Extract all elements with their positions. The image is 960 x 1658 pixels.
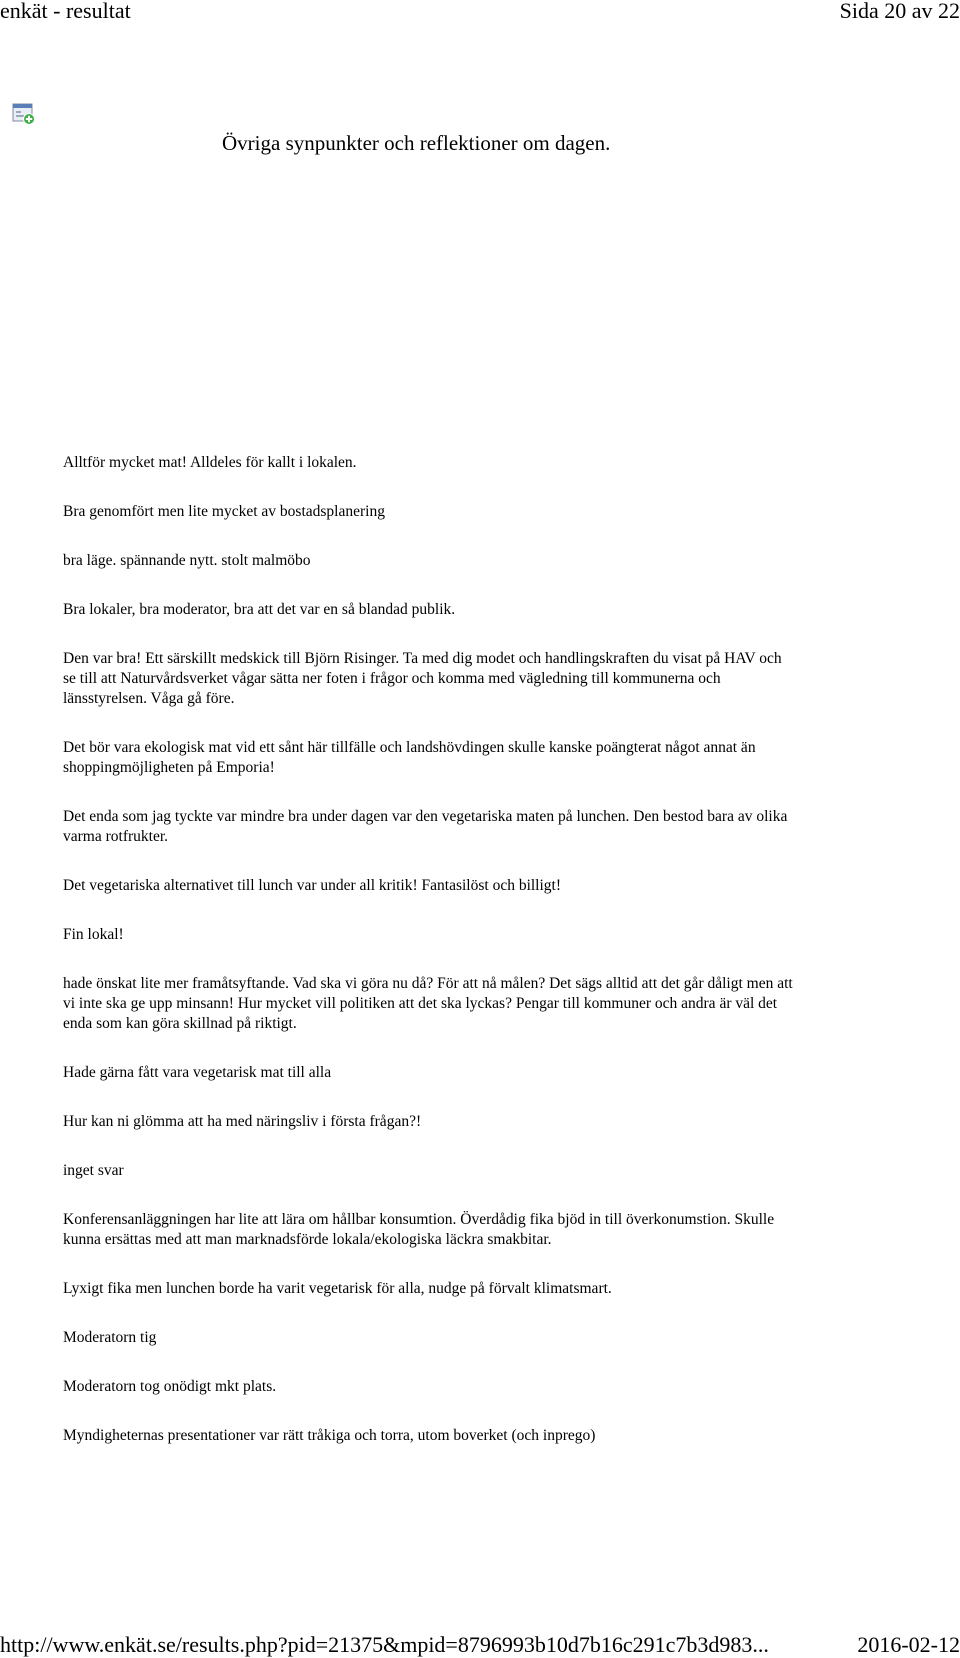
page-indicator: Sida 20 av 22 [839,0,960,23]
answer-item: Myndigheternas presentationer var rätt tråkiga och torra, utom boverket (och inprego) [63,1427,596,1444]
answer-item: Lyxigt fika men lunchen borde ha varit vegetarisk för alla, nudge på förvalt klimatsmart. [63,1280,612,1297]
answer-item: Bra lokaler, bra moderator, bra att det var en så blandad publik. [63,601,456,618]
chart-icon[interactable] [12,102,36,126]
answer-item: Moderatorn tog onödigt mkt plats. [63,1378,277,1395]
answer-item: Moderatorn tig [63,1329,157,1346]
answer-item: inget svar [63,1162,124,1179]
answer-item: Fin lokal! [63,926,124,943]
answer-item: Det vegetariska alternativet till lunch var under all kritik! Fantasilöst och billigt! [63,877,562,894]
answer-item: Den var bra! Ett särskillt medskick till Björn Risinger. Ta med dig modet och handlingskraften du visat på HAV och se till att Naturvårdsverket vågar sätta ner foten i frågor och komma med vägledning till kommunerna och länsstyrelsen. Våga gå före. [63,650,782,707]
question-title: Övriga synpunkter och reflektioner om dagen. [222,131,611,155]
answer-list [63,453,793,1475]
answer-item: bra läge. spännande nytt. stolt malmöbo [63,552,311,569]
document-title: enkät - resultat [0,0,131,23]
answer-item: hade önskat lite mer framåtsyftande. Vad ska vi göra nu då? För att nå målen? Det sägs alltid att det går dåligt men att vi inte ska ge upp minsann! Hur mycket vill politiken att det ska lyckas? Pengar till kommuner och andra är väl det enda som kan göra skillnad på riktigt. [63,975,793,1032]
answer-item: Hur kan ni glömma att ha med näringsliv i första frågan?! [63,1113,422,1130]
answer-item: Hade gärna fått vara vegetarisk mat till alla [63,1064,332,1081]
page-url: http://www.enkät.se/results.php?pid=21375&mpid=8796993b10d7b16c291c7b3d983... [0,1632,769,1657]
answer-item: Det enda som jag tyckte var mindre bra under dagen var den vegetariska maten på lunchen. Den bestod bara av olika varma rotfrukter. [63,808,788,845]
print-date: 2016-02-12 [857,1632,960,1657]
answer-item: Det bör vara ekologisk mat vid ett sånt här tillfälle och landshövdingen skulle kanske poängterat något annat än shoppingmöjligheten på Emporia! [63,739,756,776]
answer-item: Bra genomfört men lite mycket av bostadsplanering [63,503,385,520]
answer-item: Alltför mycket mat! Alldeles för kallt i lokalen. [63,454,357,471]
answer-item: Konferensanläggningen har lite att lära om hållbar konsumtion. Överdådig fika bjöd in till överkonumstion. Skulle kunna ersättas med att man marknadsförde lokala/ekologiska läckra smakbitar. [63,1211,775,1248]
